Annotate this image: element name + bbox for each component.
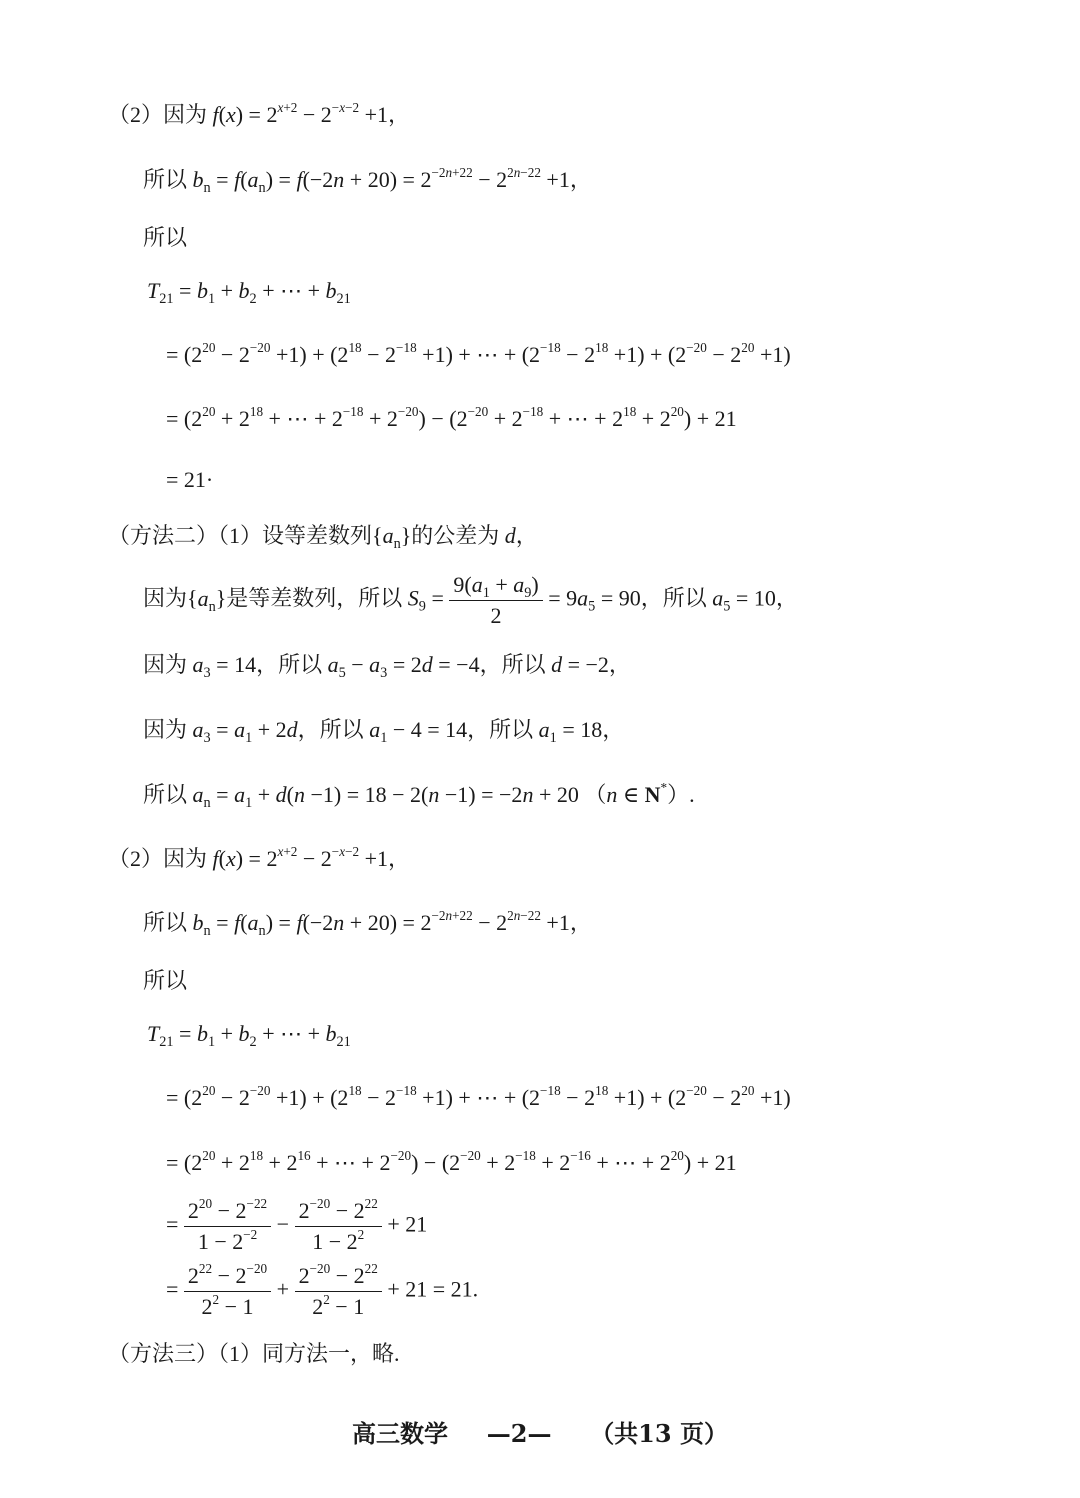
footer-total-pages: （共13 页） xyxy=(590,1419,728,1448)
math-line: = 21· xyxy=(166,467,214,492)
math-line: $T_{21} = b_1 + b_2$ + ⋯ + $b_{21}$ xyxy=(147,1021,351,1050)
math-line: = $(2^{20} - 2^{-20} +1) + (2^{18} - 2^{-18} +1)$ + ⋯ + $(2^{-18} - 2^{18} +1) + (2^{-20} - 2^{20} +1)$ xyxy=(166,1083,791,1110)
text-line: 所以 $b_n = f(a_n) = f(-2n + 20) = 2^{-2n+22} - 2^{2n-22} +1$， xyxy=(143,908,592,939)
text-line: 所以 xyxy=(143,225,188,250)
text-line: （2）因为 $f(x) = 2^{x+2} - 2^{-x-2} +1$， xyxy=(108,100,411,127)
text-line: （方法三）（1）同方法一，略. xyxy=(108,1341,400,1366)
footer-page-number: —2— xyxy=(486,1419,552,1448)
text-line: 因为 $a_3 = 14$，所以 $a_5 - a_3 = 2d = -4$，所以 d = −2， xyxy=(143,652,631,681)
math-line: = $\frac{2^{22} - 2^{-20}}{2^2 - 1}$ + $\frac{2^{-20} - 2^{22}}{2^2 - 1}$ + 21 = 21. xyxy=(166,1261,479,1319)
text-line: （方法二）（1）设等差数列$\{a_n\}$的公差为 d， xyxy=(108,523,538,552)
text-line: 因为$\{a_n\}$是等差数列，所以 $S_9$ = $\frac{9(a_1 + a_9)}{2}$ = $9a_5 = 90$，所以 $a_5 = 10$， xyxy=(143,572,798,628)
math-line: $T_{21} = b_1 + b_2$ + ⋯ + $b_{21}$ xyxy=(147,278,351,307)
text-line: （2）因为 $f(x) = 2^{x+2} - 2^{-x-2} +1$， xyxy=(108,844,411,871)
math-line: = ($2^{20} + 2^{18} + 2^{16}$ + ⋯ + $2^{-20}) - (2^{-20} + 2^{-18} + 2^{-16}$ + ⋯ + $2^{20}) + 21$ xyxy=(166,1148,737,1175)
math-line: = ($2^{20} + 2^{18}$ + ⋯ + $2^{-18} + 2^{-20}) - (2^{-20} + 2^{-18}$ + ⋯ + $2^{18} + 2^{20}) + 21$ xyxy=(166,404,737,431)
page-footer xyxy=(0,1414,1080,1449)
text-line: 所以 $b_n = f(a_n) = f(-2n + 20) = 2^{-2n+22} - 2^{2n-22} +1$， xyxy=(143,165,592,196)
math-line: = $(2^{20} - 2^{-20} +1) + (2^{18} - 2^{-18} +1)$ + ⋯ + $(2^{-18} - 2^{18} +1) + (2^{-20} - 2^{20} +1)$ xyxy=(166,340,791,367)
math-line: = $\frac{2^{20} - 2^{-22}}{1 - 2^{-2}}$ − $\frac{2^{-20} - 2^{22}}{1 - 2^2}$ + 21 xyxy=(166,1196,428,1254)
footer-subject: 高三数学 xyxy=(352,1419,449,1448)
text-line: 因为 $a_3 = a_1 + 2d$，所以 $a_1 - 4 = 14$，所以 $a_1 = 18$， xyxy=(143,717,625,746)
text-line: 所以 $a_n = a_1 + d(n -1) = 18 - 2(n -1) = -2n + 20$ （n ∈ N*）. xyxy=(143,780,695,811)
text-line: 所以 xyxy=(143,968,188,993)
